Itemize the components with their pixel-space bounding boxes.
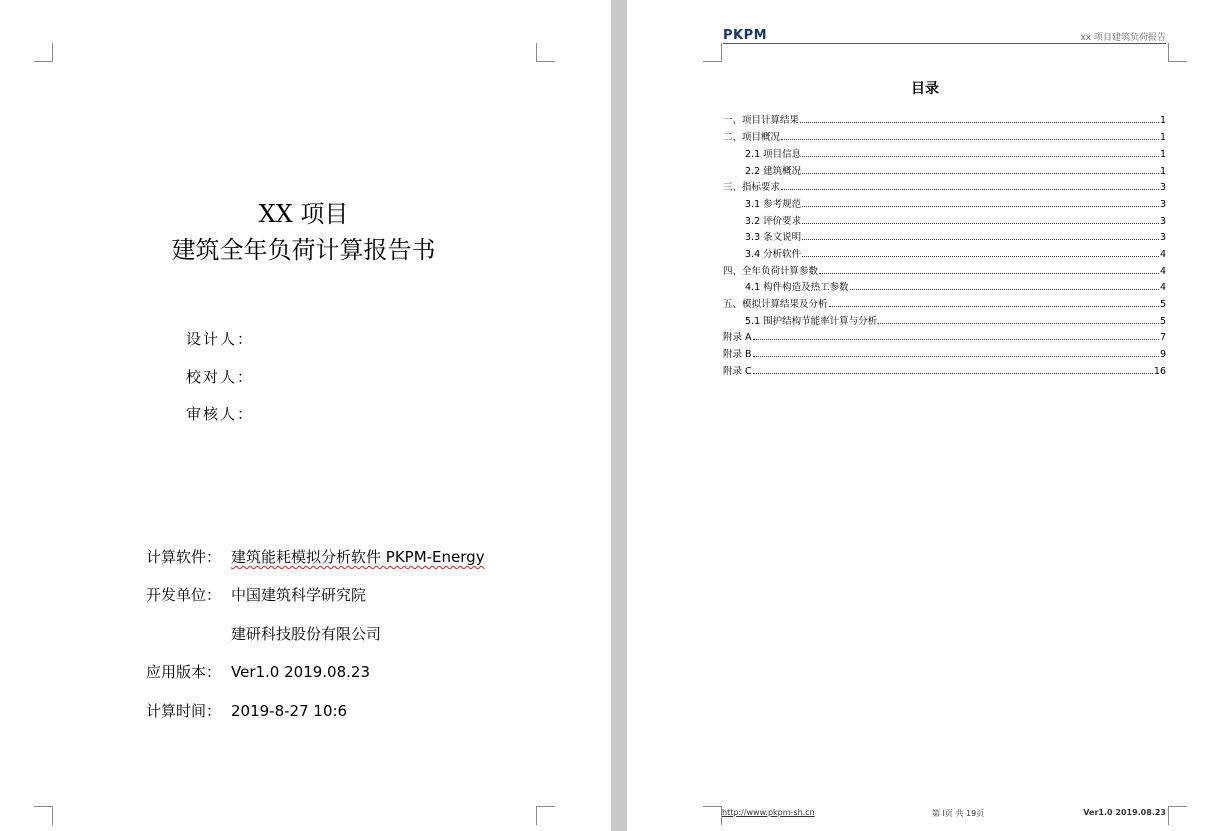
toc-entry-page: 3 bbox=[1159, 232, 1166, 243]
toc-entry-text: 3.3 条文说明 bbox=[745, 232, 802, 243]
toc-entry[interactable] bbox=[745, 144, 1166, 160]
crop-mark bbox=[703, 43, 722, 62]
info-value: 2019-8-27 10:6 bbox=[231, 702, 348, 720]
toc-entry-text: 2.2 建筑概况 bbox=[745, 166, 802, 177]
toc-entry[interactable] bbox=[723, 177, 1166, 193]
info-label: 计算软件： bbox=[146, 548, 222, 566]
toc-entry-page: 7 bbox=[1159, 332, 1166, 343]
toc-entry-text: 附录 B bbox=[723, 349, 752, 360]
toc-entry[interactable] bbox=[723, 361, 1166, 377]
crop-mark bbox=[1168, 806, 1187, 825]
toc-entry[interactable] bbox=[723, 127, 1166, 143]
toc-entry-text: 二、项目概况 bbox=[723, 132, 781, 143]
info-label: 应用版本： bbox=[146, 663, 222, 681]
toc-entry-page: 9 bbox=[1159, 349, 1166, 360]
toc-entry-text: 附录 A bbox=[723, 332, 752, 343]
crop-mark bbox=[1168, 43, 1187, 62]
info-value: 中国建筑科学研究院 bbox=[231, 586, 367, 604]
crop-mark bbox=[703, 806, 722, 825]
crop-mark bbox=[536, 43, 555, 62]
toc-leader bbox=[802, 239, 1159, 240]
toc-entry[interactable] bbox=[745, 161, 1166, 177]
toc-entry[interactable] bbox=[745, 244, 1166, 260]
toc-entry-page: 4 bbox=[1159, 249, 1166, 260]
toc-entry[interactable] bbox=[723, 344, 1166, 360]
toc-entry-text: 2.1 项目信息 bbox=[745, 149, 802, 160]
crop-mark bbox=[536, 806, 555, 825]
toc-leader bbox=[781, 139, 1159, 140]
toc-leader bbox=[753, 339, 1159, 340]
toc-entry-text: 3.2 评价要求 bbox=[745, 216, 802, 227]
toc-leader bbox=[753, 356, 1159, 357]
toc-entry-text: 5.1 围护结构节能率计算与分析 bbox=[745, 316, 878, 327]
toc-leader bbox=[802, 206, 1159, 207]
footer-version: Ver1.0 2019.08.23 bbox=[1083, 808, 1166, 817]
info-value: 建研科技股份有限公司 bbox=[231, 625, 382, 643]
info-value: 建筑能耗模拟分析软件 PKPM-Energy bbox=[231, 548, 485, 566]
toc-entry-text: 三、指标要求 bbox=[723, 182, 781, 193]
info-value: Ver1.0 2019.08.23 bbox=[231, 663, 370, 681]
toc-leader bbox=[802, 256, 1159, 257]
checker-label: 校对人： bbox=[186, 368, 255, 386]
toc-entry-page: 5 bbox=[1159, 299, 1166, 310]
toc-entry-page: 1 bbox=[1159, 115, 1166, 126]
toc-entry-text: 一、项目计算结果 bbox=[723, 115, 800, 126]
info-label: 计算时间： bbox=[146, 702, 222, 720]
toc-entry[interactable] bbox=[723, 110, 1166, 126]
info-version bbox=[146, 661, 370, 682]
toc-page bbox=[627, 0, 1223, 831]
toc-entry-text: 四、全年负荷计算参数 bbox=[723, 266, 819, 277]
header-title: xx 项目建筑负荷报告 bbox=[1080, 33, 1166, 43]
crop-mark bbox=[34, 43, 53, 62]
toc-entry[interactable] bbox=[723, 294, 1166, 310]
toc-leader bbox=[802, 156, 1159, 157]
toc-entry[interactable] bbox=[723, 261, 1166, 277]
toc-entry-page: 5 bbox=[1159, 316, 1166, 327]
info-software bbox=[146, 546, 485, 567]
header-rule bbox=[723, 43, 1166, 44]
toc-leader bbox=[819, 273, 1159, 274]
footer-page-info: 第 I页 共 19页 bbox=[932, 809, 985, 818]
cover-title-line2: 建筑全年负荷计算报告书 bbox=[171, 236, 436, 264]
toc-entry[interactable] bbox=[745, 311, 1166, 327]
cover-page bbox=[0, 0, 611, 831]
toc-leader bbox=[802, 173, 1159, 174]
toc-leader bbox=[850, 289, 1159, 290]
toc-leader bbox=[800, 122, 1159, 123]
designer-label: 设计人： bbox=[186, 330, 255, 348]
toc-title: 目录 bbox=[911, 81, 939, 97]
toc-entry[interactable] bbox=[745, 194, 1166, 210]
toc-entry[interactable] bbox=[745, 277, 1166, 293]
toc-entry-text: 4.1 构件构造及热工参数 bbox=[745, 282, 849, 293]
toc-leader bbox=[802, 223, 1159, 224]
info-time bbox=[146, 700, 347, 721]
toc-entry-text: 五、模拟计算结果及分析 bbox=[723, 299, 828, 310]
toc-entry-text: 附录 C bbox=[723, 366, 752, 377]
toc-entry-page: 3 bbox=[1159, 216, 1166, 227]
toc-entry-page: 3 bbox=[1159, 199, 1166, 210]
toc-entry[interactable] bbox=[723, 327, 1166, 343]
toc-entry-page: 1 bbox=[1159, 149, 1166, 160]
toc-leader bbox=[878, 323, 1159, 324]
toc-leader bbox=[781, 189, 1159, 190]
toc-entry-text: 3.4 分析软件 bbox=[745, 249, 802, 260]
cover-title-line1: XX 项目 bbox=[258, 200, 349, 228]
footer-url-link[interactable]: http://www.pkpm-sh.cn bbox=[722, 808, 815, 817]
crop-mark bbox=[34, 806, 53, 825]
toc-entry-page: 4 bbox=[1159, 266, 1166, 277]
toc-entry[interactable] bbox=[745, 227, 1166, 243]
reviewer-label: 审核人： bbox=[186, 405, 255, 423]
info-developer-2 bbox=[146, 623, 381, 644]
toc-entry-page: 3 bbox=[1159, 182, 1166, 193]
toc-entry-page: 1 bbox=[1159, 132, 1166, 143]
toc-entry[interactable] bbox=[745, 211, 1166, 227]
toc-entry-page: 1 bbox=[1159, 166, 1166, 177]
info-developer bbox=[146, 584, 366, 605]
toc-entry-text: 3.1 参考规范 bbox=[745, 199, 802, 210]
page-gap bbox=[611, 0, 627, 831]
info-label: 开发单位： bbox=[146, 586, 222, 604]
toc-leader bbox=[829, 306, 1159, 307]
toc-leader bbox=[753, 373, 1153, 374]
toc-entry-page: 16 bbox=[1153, 366, 1166, 377]
toc-entry-page: 4 bbox=[1159, 282, 1166, 293]
pkpm-logo: PKPM bbox=[723, 28, 768, 43]
